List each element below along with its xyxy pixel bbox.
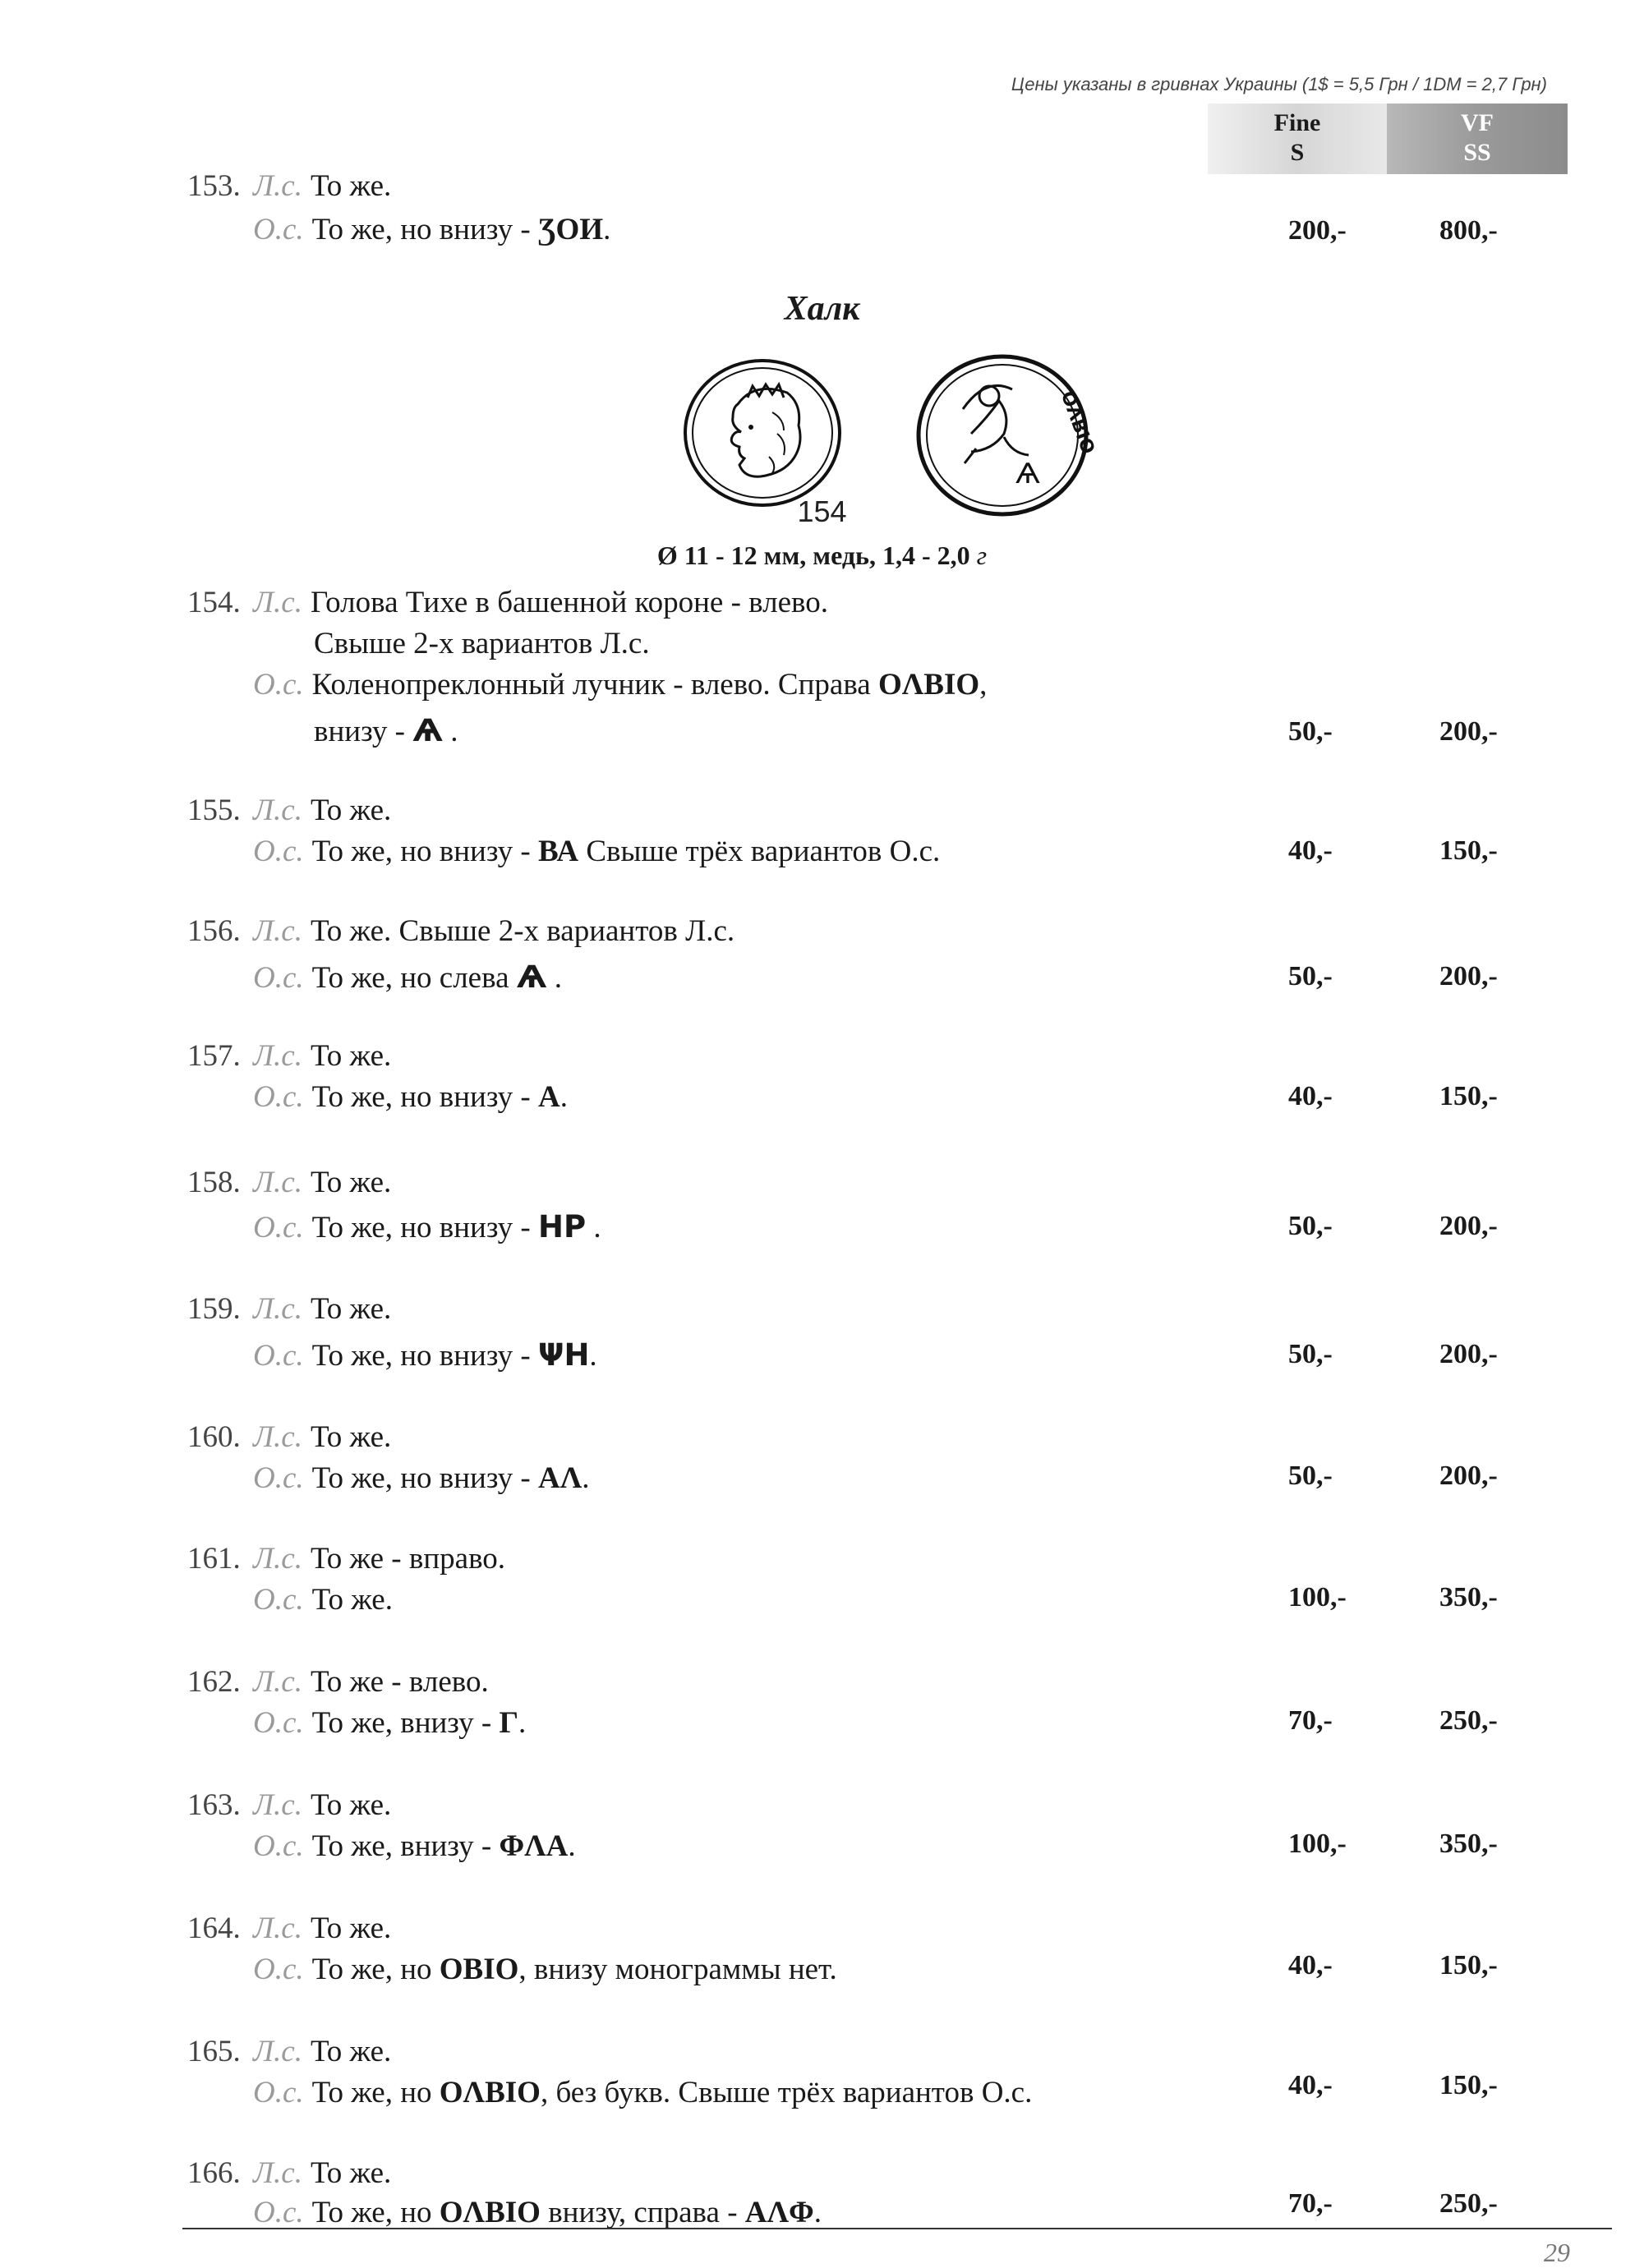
reverse-text: То же, но [311, 2076, 440, 2109]
obverse-text: То же. [310, 1292, 392, 1326]
coin-figure-number: 154 [797, 495, 847, 528]
entry-reverse [253, 667, 987, 702]
reverse-legend: ΑΛ [538, 1461, 583, 1495]
entry-reverse [253, 1461, 590, 1496]
grade-header-vf [1387, 104, 1568, 174]
obverse-label: Л.с. [253, 1039, 302, 1073]
reverse-legend: ОΛΒΙΟ [439, 2076, 541, 2109]
reverse-label: О.с. [253, 835, 304, 868]
reverse-monogram: Ѧ [412, 713, 443, 748]
entry-obverse [253, 1165, 391, 1200]
entry-reverse [253, 1705, 526, 1741]
obverse-label: Л.с. [253, 169, 302, 203]
entry-reverse [253, 2075, 1032, 2110]
grade-fine-sub: S [1290, 139, 1305, 166]
reverse-monogram: Ѧ [516, 959, 547, 995]
reverse-text-end: . [603, 213, 611, 246]
obverse-label: Л.с. [253, 1420, 302, 1454]
price-fine: 200,- [1288, 215, 1347, 246]
obverse-text: То же. [310, 2156, 392, 2190]
price-vf: 250,- [1439, 1705, 1498, 1736]
price-vf: 200,- [1439, 1339, 1498, 1369]
obverse-label: Л.с. [253, 1665, 302, 1699]
entry-number: 166. [187, 2156, 241, 2190]
reverse-text: То же, но слева [311, 961, 517, 995]
entry-obverse [253, 1291, 391, 1327]
reverse-text-end: . [442, 715, 458, 748]
entry-obverse [253, 168, 391, 204]
price-fine: 50,- [1288, 1211, 1333, 1241]
entry-number: 155. [187, 794, 241, 827]
entry-reverse [253, 1829, 576, 1864]
entry-number: 165. [187, 2035, 241, 2068]
reverse-label: О.с. [253, 961, 304, 995]
obverse-label: Л.с. [253, 914, 302, 948]
grade-vf-sub: SS [1463, 139, 1491, 166]
entry-obverse [253, 913, 735, 949]
price-vf: 250,- [1439, 2188, 1498, 2219]
price-fine: 40,- [1288, 1950, 1333, 1980]
entry-obverse [253, 2034, 391, 2069]
obverse-text: То же - вправо. [310, 1542, 506, 1576]
reverse-text: То же, но [311, 2196, 440, 2229]
reverse-text: То же, но [311, 1953, 440, 1986]
entry-reverse [253, 1337, 597, 1373]
obverse-text: То же. [310, 169, 392, 203]
reverse-text: То же, но внизу - [311, 1339, 539, 1373]
entry-obverse [253, 1664, 489, 1700]
price-fine: 40,- [1288, 2070, 1333, 2100]
entry-obverse-note: Свыше 2-х вариантов Л.с. [314, 627, 650, 660]
price-vf: 150,- [1439, 1950, 1498, 1980]
entry-reverse [253, 212, 610, 247]
entry-reverse [253, 1582, 393, 1617]
price-vf: 800,- [1439, 215, 1498, 246]
obverse-label: Л.с. [253, 1911, 302, 1945]
entry-obverse [253, 585, 828, 620]
entry-reverse [253, 834, 940, 869]
grade-vf-label: VF [1461, 109, 1494, 136]
obverse-text: То же. [310, 1420, 392, 1454]
price-currency-note: Цены указаны в гривнах Украины (1$ = 5,5 Грн / 1DM = 2,7 Грн) [1011, 74, 1547, 94]
reverse-label: О.с. [253, 1211, 304, 1244]
obverse-label: Л.с. [253, 1542, 302, 1576]
coin-monogram: Ѧ [1015, 458, 1040, 490]
entry-reverse [253, 1079, 568, 1115]
reverse-label: О.с. [253, 1706, 304, 1740]
entry-obverse [253, 1541, 505, 1576]
reverse-label: О.с. [253, 1829, 304, 1863]
obverse-label: Л.с. [253, 1166, 302, 1199]
entry-number: 154. [187, 586, 241, 619]
entry-number: 161. [187, 1542, 241, 1576]
reverse-label: О.с. [253, 2196, 304, 2229]
grade-fine-label: Fine [1273, 109, 1321, 136]
reverse-legend-2: ΑΛΦ [744, 2196, 814, 2229]
reverse-label: О.с. [253, 1339, 304, 1373]
entry-number: 156. [187, 914, 241, 948]
reverse-monogram: ΗΡ [538, 1209, 587, 1244]
reverse-label: О.с. [253, 1080, 304, 1114]
section-title: Халк [784, 290, 860, 328]
coin-legend: ΟΛΒΙΟ [1056, 389, 1098, 458]
entry-number: 157. [187, 1039, 241, 1073]
reverse-text-end: . [582, 1461, 590, 1495]
reverse-legend: ОΛΒΙΟ [877, 668, 980, 702]
obverse-label: Л.с. [253, 2156, 302, 2190]
price-vf: 350,- [1439, 1582, 1498, 1612]
price-vf: 150,- [1439, 1081, 1498, 1111]
reverse-text-end: Свыше трёх вариантов О.с. [578, 835, 941, 868]
price-fine: 40,- [1288, 1081, 1333, 1111]
entry-number: 164. [187, 1911, 241, 1945]
obverse-text: То же - влево. [310, 1665, 489, 1699]
price-vf: 200,- [1439, 716, 1498, 747]
price-fine: 100,- [1288, 1582, 1347, 1612]
price-vf: 150,- [1439, 2070, 1498, 2100]
reverse-text: То же, внизу - [311, 1829, 500, 1863]
reverse-label: О.с. [253, 2076, 304, 2109]
reverse-text: внизу - [314, 715, 413, 748]
page-number: 29 [1544, 2238, 1570, 2267]
reverse-legend: ΦΛΑ [499, 1829, 569, 1863]
reverse-text-end: . [518, 1706, 527, 1740]
price-fine: 50,- [1288, 961, 1333, 991]
obverse-label: Л.с. [253, 1292, 302, 1326]
entry-reverse-cont [314, 713, 458, 749]
coin-specs-unit: г [976, 541, 988, 570]
obverse-label: Л.с. [253, 794, 302, 827]
obverse-text: То же. [310, 1166, 392, 1199]
reverse-legend: ВА [538, 835, 579, 868]
entry-obverse [253, 1419, 391, 1455]
reverse-text-end: , внизу монограммы нет. [518, 1953, 837, 1986]
entry-reverse [253, 959, 562, 996]
obverse-text: То же. [310, 794, 392, 827]
reverse-text-end: . [560, 1080, 568, 1114]
reverse-legend: ОΛΒΙΟ [439, 2196, 541, 2229]
coin-specs-text: Ø 11 - 12 мм, медь, 1,4 - 2,0 [656, 541, 970, 570]
reverse-text: То же, но внизу - [311, 213, 539, 246]
entry-reverse [253, 1209, 601, 1245]
reverse-text: То же, но внизу - [311, 1211, 539, 1244]
price-vf: 200,- [1439, 1461, 1498, 1491]
entry-obverse [253, 2155, 391, 2191]
entry-number: 160. [187, 1420, 241, 1454]
reverse-text-end: , без букв. Свыше трёх вариантов О.с. [540, 2076, 1033, 2109]
entry-number: 158. [187, 1166, 241, 1199]
reverse-text-end: . [813, 2196, 822, 2229]
entry-obverse [253, 793, 391, 828]
reverse-text: То же, внизу - [311, 1706, 500, 1740]
price-vf: 200,- [1439, 1211, 1498, 1241]
reverse-text-end: , [979, 668, 988, 702]
coin-specs [0, 541, 1644, 571]
reverse-text-end: . [546, 961, 562, 995]
price-vf: 200,- [1439, 961, 1498, 991]
entry-reverse [253, 2195, 822, 2230]
obverse-text: То же. [310, 1911, 392, 1945]
reverse-text: То же, но внизу - [311, 1080, 539, 1114]
obverse-text: То же. Свыше 2-х вариантов Л.с. [310, 914, 735, 948]
reverse-text: То же. [311, 1583, 393, 1617]
price-fine: 40,- [1288, 835, 1333, 866]
obverse-text: Голова Тихе в башенной короне - влево. [310, 586, 828, 619]
price-fine: 100,- [1288, 1829, 1347, 1859]
reverse-text: То же, но внизу - [311, 835, 539, 868]
obverse-label: Л.с. [253, 586, 302, 619]
reverse-label: О.с. [253, 213, 304, 246]
price-fine: 50,- [1288, 1339, 1333, 1369]
price-fine: 50,- [1288, 716, 1333, 747]
reverse-monogram: ΨΗ [538, 1337, 590, 1373]
footer-rule [182, 2228, 1612, 2229]
obverse-text: То же. [310, 1788, 392, 1822]
entry-obverse [253, 1038, 391, 1074]
obverse-text: То же. [310, 2035, 392, 2068]
price-fine: 70,- [1288, 2188, 1333, 2219]
reverse-text-end: . [589, 1339, 597, 1373]
entry-number: 163. [187, 1788, 241, 1822]
entry-reverse [253, 1952, 837, 1987]
reverse-legend: ƷОИ [538, 213, 604, 246]
reverse-label: О.с. [253, 668, 304, 702]
price-vf: 150,- [1439, 835, 1498, 866]
obverse-label: Л.с. [253, 2035, 302, 2068]
reverse-text-mid: внизу, справа - [540, 2196, 745, 2229]
reverse-legend: Г [499, 1706, 519, 1740]
price-fine: 70,- [1288, 1705, 1333, 1736]
reverse-legend: А [538, 1080, 560, 1114]
reverse-text: Коленопреклонный лучник - влево. Справа [311, 668, 878, 702]
entry-obverse [253, 1911, 391, 1946]
grade-header-fine [1208, 104, 1387, 174]
obverse-text: То же. [310, 1039, 392, 1073]
entry-number: 159. [187, 1292, 241, 1326]
reverse-label: О.с. [253, 1583, 304, 1617]
coin-obverse-image [680, 355, 845, 511]
entry-obverse [253, 1787, 391, 1823]
entry-number: 162. [187, 1665, 241, 1699]
price-vf: 350,- [1439, 1829, 1498, 1859]
reverse-legend: ОВΙΟ [439, 1953, 519, 1986]
reverse-text-end: . [586, 1211, 601, 1244]
reverse-text: То же, но внизу - [311, 1461, 539, 1495]
reverse-text-end: . [568, 1829, 576, 1863]
reverse-label: О.с. [253, 1461, 304, 1495]
reverse-label: О.с. [253, 1953, 304, 1986]
entry-number: 153. [187, 169, 241, 203]
obverse-label: Л.с. [253, 1788, 302, 1822]
price-fine: 50,- [1288, 1461, 1333, 1491]
